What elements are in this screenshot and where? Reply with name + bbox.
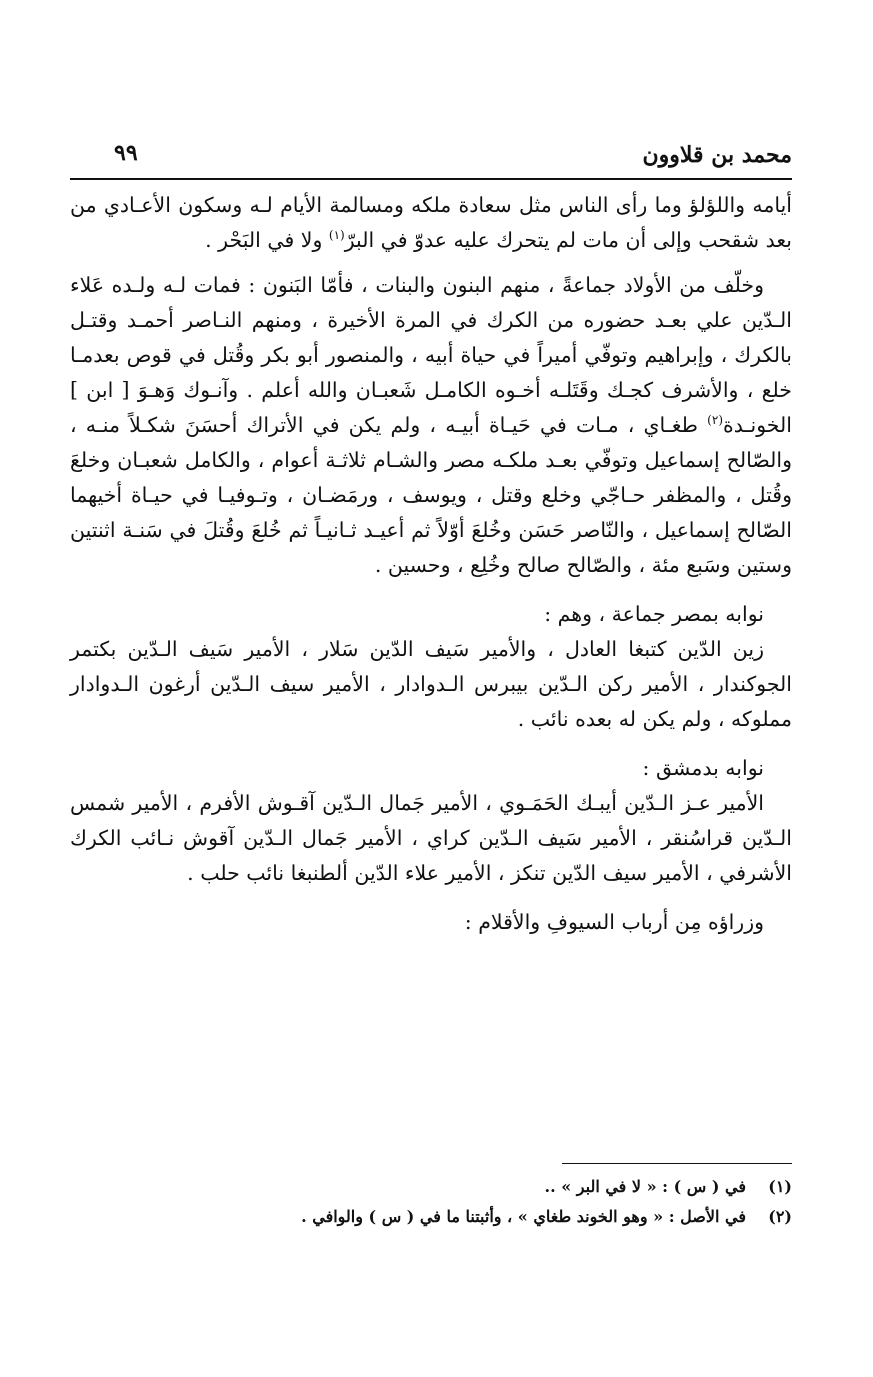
footnote-1 bbox=[70, 1172, 792, 1202]
paragraph-cairo-deputies: زين الدّين كتبغا العادل ، والأمير سَيف الدّين سَلار ، الأمير سَيف الـدّين بكتمر الجوكندار ، الأمير ركن الـدّين بيبرس الـدوادار ، الأمير سيف الـدّين أرغون الـدوادار مملوكه ، ولم يكن له بعده نائب . bbox=[70, 637, 792, 731]
section-heading-viziers: وزراؤه مِن أرباب السيوفِ والأقلام : bbox=[464, 910, 764, 934]
footnote-rule bbox=[562, 1163, 792, 1164]
section-heading-damascus-deputies: نوابه بدمشق : bbox=[642, 756, 764, 780]
paragraph-damascus-deputies: الأمير عـز الـدّين أيبـك الحَمَـوي ، الأمير جَمال الـدّين آقـوش الأفرم ، الأمير شمس الـدّين قراسُنقر ، الأمير سَيف الـدّين كراي ، الأمير جَمال الـدّين آقوش نـائب الكرك الأشرفي ، الأمير سيف الدّين تنكز ، الأمير علاء الدّين ألطنبغا نائب حلب . bbox=[70, 791, 792, 885]
footnote-2 bbox=[70, 1202, 792, 1232]
footnote-2-number: (٢) bbox=[768, 1207, 792, 1226]
footnote-1-number: (١) bbox=[768, 1177, 792, 1196]
paragraph-2-tail: طغـاي ، مـات في حَيـاة أبيـه ، ولم يكن في الأتراك أحسَنَ شكـلاً منـه ، والصّالح إسماعيل وتوفّي بعـد ملكـه مصر والشـام ثلاثـة أعوام ، والكامل شعبـان وخلعَ وقُتل ، والمظفر حـاجّي وخلع وقتل ، ويوسف ، ورمَضـان ، وتـوفيـا في حيـاة أخيهما الصّالح إسماعيل ، والنّاصر حَسَن وخُلعَ أوّلاً ثم أعيـد ثـانيـاً ثم خُلعَ وقُتلَ في سَنـة اثنتين وستين وسَبع مئة ، والصّالح صالح وخُلِع ، وحسين . bbox=[70, 413, 792, 577]
footnotes bbox=[70, 1172, 792, 1232]
running-head: محمد بن قلاوون bbox=[642, 142, 792, 168]
paragraph-2-text: وخلّف من الأولاد جماعةً ، منهم البنون والبنات ، فأمّا البَنون : فمات لـه ولـده عَلاء الـدّين علي بعـد حضوره من الكرك في المرة الأخيرة ، ومنهم النـاصر أحمـد وقتـل بالكرك ، وإبراهيم وتوفّي أميراً في حياة أبيه ، والمنصور أبو بكر وقُتل في قوص بعدمـا خلع ، والأشرف كجـك وقَتَلـه أخـوه الكامـل شَعبـان والله أعلم . وآنـوك وَهـوَ [ ابن ] الخونـدة bbox=[70, 273, 792, 437]
page-number: ٩٩ bbox=[114, 140, 138, 166]
header-rule bbox=[70, 178, 792, 180]
paragraph-1-text: أيامه واللؤلؤ وما رأى الناس مثل سعادة ملكه ومسالمة الأيام لـه وسكون الأعـادي من بعد شقحب وإلى أن مات لم يتحرك عليه عدوّ في البرّ bbox=[70, 193, 792, 252]
page-header bbox=[70, 138, 792, 174]
paragraph-2 bbox=[70, 268, 792, 583]
paragraph-1-tail: ولا في البَحْر . bbox=[205, 228, 323, 252]
section-heading-cairo-deputies: نوابه بمصر جماعة ، وهم : bbox=[544, 602, 764, 626]
paragraph-1 bbox=[70, 188, 792, 258]
main-text bbox=[70, 188, 792, 940]
footnote-1-text: في ( س ) : « لا في البر » .. bbox=[544, 1177, 746, 1196]
footnote-ref-2: (٢) bbox=[707, 413, 723, 428]
footnote-ref-1: (١) bbox=[328, 228, 345, 243]
footnote-2-text: في الأصل : « وهو الخوند طغاي » ، وأثبتنا ما في ( س ) والوافي . bbox=[301, 1207, 746, 1226]
